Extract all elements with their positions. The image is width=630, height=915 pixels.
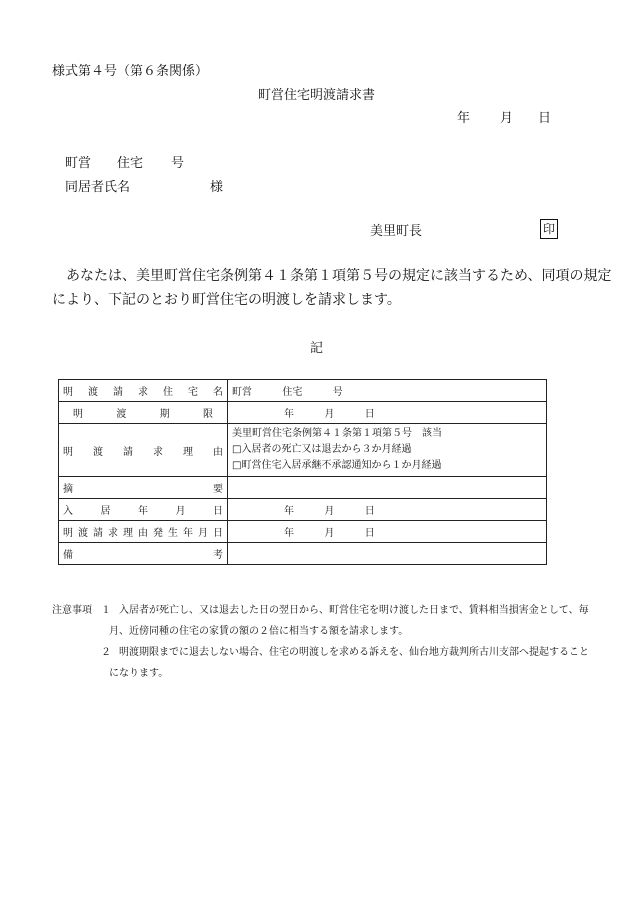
label-char: 発: [153, 528, 163, 539]
label-char: 由: [213, 446, 223, 458]
label-char: 年: [138, 506, 148, 517]
value-summary: [228, 477, 547, 499]
table-row: [59, 424, 547, 477]
request-table: [58, 379, 547, 565]
label-char: 住: [163, 387, 173, 398]
addressee-number: 号: [171, 156, 185, 171]
label-char: 月: [175, 506, 186, 517]
label-char: 請: [113, 387, 123, 398]
reason-year: 年: [284, 528, 294, 539]
table-row: [59, 521, 547, 543]
note-text: 月、近傍同種の住宅の家賃の額の２倍に相当する額を請求します。: [109, 626, 409, 637]
label-char: 生: [168, 528, 178, 539]
label-char: 日: [213, 506, 223, 517]
note-text: 入居者が死亡し、又は退去した日の翌日から、町営住宅を明け渡した日まで、賃料相当損害金として、毎: [119, 605, 589, 616]
reason-day: 日: [364, 528, 375, 539]
table-row: [59, 499, 547, 521]
label-char: 請: [93, 528, 103, 539]
note-text: 明渡期限までに退去しない場合、住宅の明渡しを求める訴えを、仙台地方裁判所古川支部へ提起すること: [119, 647, 589, 658]
deadline-year: 年: [284, 409, 294, 420]
form-number: 様式第４号（第６条関係）: [52, 64, 209, 79]
label-char: 渡: [88, 387, 98, 398]
value-remarks: [228, 543, 547, 565]
label-reason: [59, 424, 228, 477]
label-char: 渡: [116, 409, 127, 420]
value-reason-date: [228, 521, 547, 543]
request-body: [52, 264, 612, 312]
deadline-month: 月: [324, 409, 335, 420]
label-char: 求: [108, 528, 118, 539]
note-item: [52, 600, 592, 621]
label-char: 月: [198, 528, 208, 539]
label-char: 考: [213, 550, 223, 561]
label-char: 請: [123, 446, 133, 458]
label-char: 備: [63, 550, 73, 561]
note-item: [52, 642, 592, 663]
label-char: 明: [63, 528, 73, 539]
value-deadline: [228, 402, 547, 424]
table-row: [59, 477, 547, 499]
label-char: 要: [213, 484, 223, 495]
move-in-day: 日: [364, 506, 375, 517]
label-char: 居: [100, 506, 111, 517]
reason-checkbox-succession[interactable]: □町営住宅入居承継不承認通知から１か月経過: [232, 460, 442, 471]
move-in-month: 月: [324, 506, 335, 517]
note-text: になります。: [109, 668, 169, 679]
ki-marker: 記: [310, 341, 324, 356]
value-move-in-date: [228, 499, 547, 521]
label-char: 明: [63, 446, 73, 458]
date-month-label: 月: [500, 111, 514, 126]
value-number: 号: [332, 387, 343, 398]
label-move-in-date: [59, 499, 228, 521]
label-char: 限: [202, 409, 213, 420]
date-year-label: 年: [457, 111, 471, 126]
value-reason: [228, 424, 547, 477]
label-char: 年: [183, 528, 193, 539]
table-row: [59, 543, 547, 565]
table-row: [59, 380, 547, 402]
move-in-year: 年: [284, 506, 294, 517]
label-summary: [59, 477, 228, 499]
seal-mark: 印: [540, 219, 558, 239]
request-body-line-2: により、下記のとおり町営住宅の明渡しを請求します。: [52, 292, 401, 308]
deadline-day: 日: [364, 409, 375, 420]
label-char: 宅: [188, 387, 198, 398]
label-char: 期: [159, 409, 170, 420]
cohabitant-name-label: 同居者氏名: [65, 180, 131, 195]
label-char: 求: [138, 387, 148, 398]
label-deadline: [59, 402, 228, 424]
label-char: 求: [153, 446, 163, 458]
request-body-line-1: あなたは、美里町営住宅条例第４１条第１項第５号の規定に該当するため、同項の規定: [66, 268, 612, 284]
table-row: [59, 402, 547, 424]
label-char: 明: [63, 387, 73, 398]
addressee-housing: 住宅: [117, 156, 144, 171]
label-reason-date: [59, 521, 228, 543]
label-char: 由: [138, 528, 148, 539]
reason-line-1: 美里町営住宅条例第４１条第１項第５号 該当: [232, 428, 442, 439]
honorific-sama: 様: [210, 180, 224, 195]
sender-name: 美里町長: [370, 224, 423, 239]
label-char: 渡: [93, 446, 103, 458]
addressee-town: 町営: [65, 156, 92, 171]
notes-section: [52, 600, 592, 684]
label-char: 理: [183, 446, 193, 458]
value-town: 町営: [232, 387, 252, 398]
reason-checkbox-death[interactable]: □入居者の死亡又は退去から３か月経過: [232, 444, 412, 455]
value-housing: 住宅: [282, 387, 303, 398]
document-title: 町営住宅明渡請求書: [258, 88, 376, 103]
label-char: 名: [213, 387, 223, 398]
note-item-continued: [52, 621, 592, 642]
value-housing-name: [228, 380, 547, 402]
label-char: 日: [213, 528, 223, 539]
label-char: 明: [73, 409, 83, 420]
label-housing-name: [59, 380, 228, 402]
label-remarks: [59, 543, 228, 565]
label-char: 理: [123, 528, 133, 539]
reason-month: 月: [324, 528, 335, 539]
note-number: ２: [101, 647, 111, 658]
date-day-label: 日: [538, 111, 552, 126]
note-number: １: [101, 605, 111, 616]
notes-heading: 注意事項: [52, 605, 92, 616]
label-char: 摘: [63, 484, 73, 495]
label-char: 入: [63, 506, 73, 517]
note-item-continued: [52, 663, 592, 684]
label-char: 渡: [78, 528, 88, 539]
